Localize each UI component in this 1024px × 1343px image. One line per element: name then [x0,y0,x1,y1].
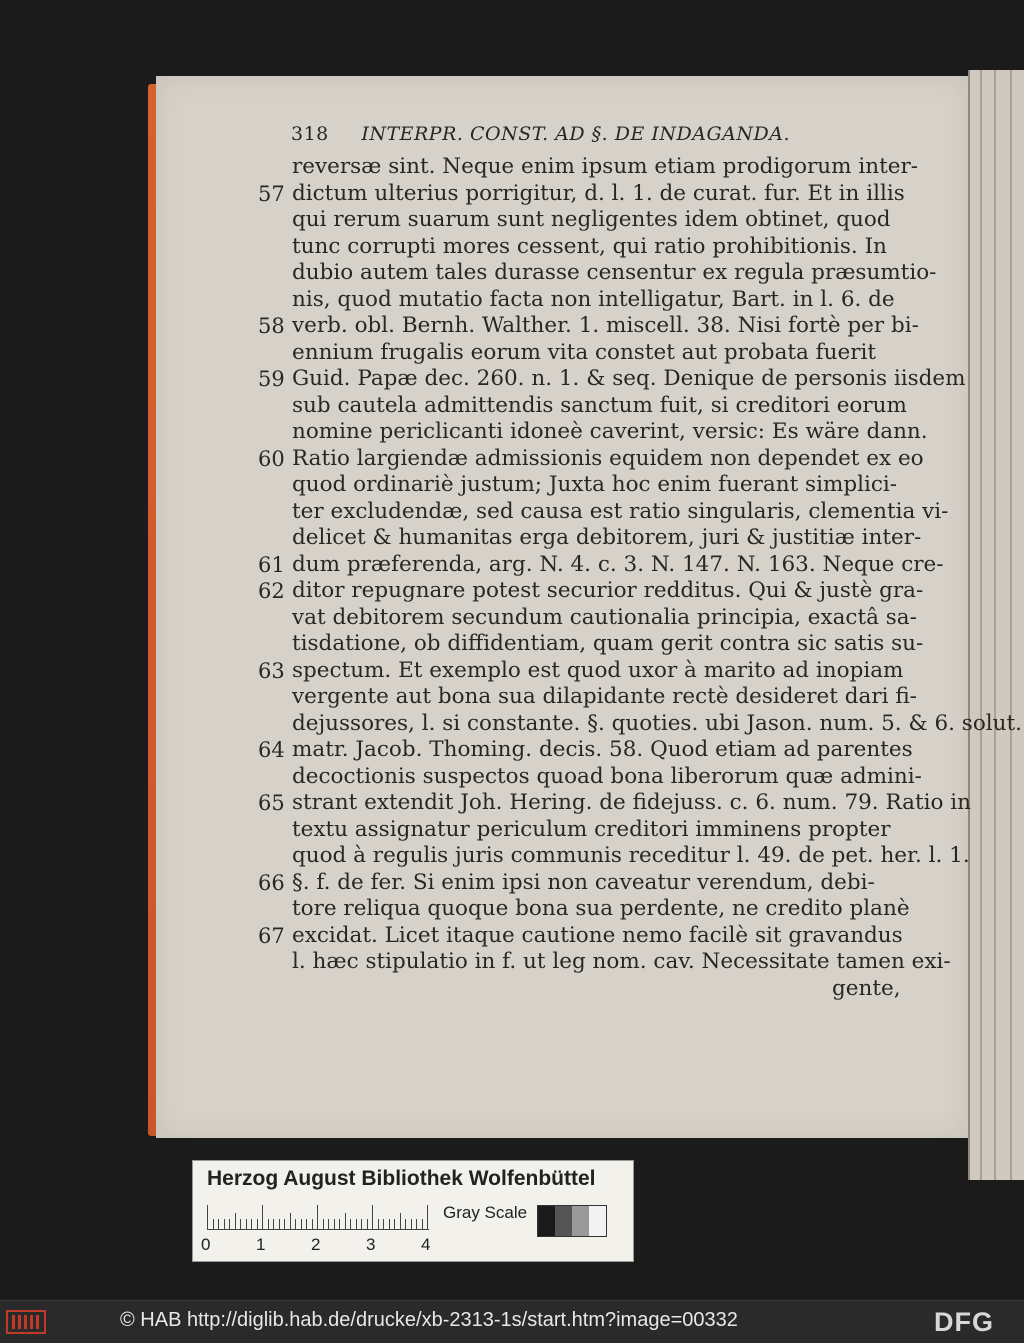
gray-swatch [589,1206,606,1236]
hab-logo-icon[interactable] [6,1309,46,1335]
running-title: INTERPR. CONST. AD §. DE INDAGANDA. [361,123,790,145]
text-line: ter excludendæ, sed causa est ratio singularis, clementia vi- [292,498,949,524]
text-line: excidat. Licet itaque cautione nemo facilè sit gravandus [292,922,903,948]
gray-scale-label: Gray Scale [443,1203,528,1222]
text-line: delicet & humanitas erga debitorem, juri & justitiæ inter- [292,525,922,550]
text-line: quod ordinariè justum; Juxta hoc enim fuerant simplici- [292,472,898,497]
text-line: l. hæc stipulatio in f. ut leg nom. cav. Necessitate tamen exi- [292,949,951,974]
margin-number: 58 [258,314,285,338]
margin-number: 65 [258,791,285,815]
text-line: nis, quod mutatio facta non intelligatur, Bart. in l. 6. de [292,286,895,312]
text-line: dictum ulterius porrigitur, d. l. 1. de curat. fur. Et in illis [292,180,905,206]
text-line: tunc corrupti mores cessent, qui ratio prohibitionis. In [292,233,887,259]
catchword: gente, [832,975,901,1001]
viewer-footer [0,1300,1024,1343]
text-line: dum præferenda, arg. N. 4. c. 3. N. 147. N. 163. Neque cre- [292,551,944,577]
book-page [156,76,1022,1138]
gray-swatch [555,1206,572,1236]
running-head [291,123,790,145]
margin-number: 59 [258,367,285,391]
text-line: ditor repugnare potest securior redditus. Qui & justè gra- [292,578,924,603]
ruler-number: 3 [366,1235,376,1254]
text-line: decoctionis suspectos quoad bona liberorum quæ admini- [292,763,922,789]
text-line: qui rerum suarum sunt negligentes idem obtinet, quod [292,207,891,232]
page-text [156,76,1022,1138]
text-line: strant extendit Joh. Hering. de fidejuss. c. 6. num. 79. Ratio in [292,790,971,815]
text-line: dubio autem tales durasse censentur ex regula præsumtio- [292,260,937,285]
ruler [207,1203,429,1230]
scale-card [192,1160,634,1262]
margin-number: 64 [258,738,285,762]
text-line: vat debitorem secundum cautionalia principia, exactâ sa- [292,604,917,630]
margin-number: 63 [258,658,285,683]
dfg-logo[interactable]: DFG [934,1307,994,1337]
gray-scale-swatches [537,1205,607,1237]
copyright-link[interactable]: © HAB http://diglib.hab.de/drucke/xb-2313-1s/start.htm?image=00332 [120,1309,738,1331]
text-line: tore reliqua quoque bona sua perdente, ne credito planè [292,896,910,921]
gray-swatch [538,1206,555,1236]
text-line: sub cautela admittendis sanctum fuit, si creditori eorum [292,392,907,418]
margin-number: 67 [258,923,285,948]
text-line: verb. obl. Bernh. Walther. 1. miscell. 38. Nisi fortè per bi- [292,313,919,338]
text-line: §. f. de fer. Si enim ipsi non caveatur verendum, debi- [292,869,875,895]
library-name: Herzog August Bibliothek Wolfenbüttel [207,1167,596,1190]
text-line: quod à regulis juris communis receditur l. 49. de pet. her. l. 1. [292,843,970,868]
text-line: reversæ sint. Neque enim ipsum etiam prodigorum inter- [292,154,918,179]
ruler-number: 2 [311,1235,321,1254]
margin-number: 60 [258,446,285,471]
margin-number: 62 [258,579,285,603]
margin-number: 57 [258,181,285,206]
text-line: matr. Jacob. Thoming. decis. 58. Quod etiam ad parentes [292,737,913,762]
text-line: dejussores, l. si constante. §. quoties. ubi Jason. num. 5. & 6. solut. [292,710,1022,736]
margin-number: 61 [258,552,285,577]
margin-number: 66 [258,870,285,895]
text-line: tisdatione, ob diffidentiam, quam gerit contra sic satis su- [292,631,924,656]
text-line: nomine periclicanti idoneè caverint, versic: Es wäre dann. [292,419,928,444]
ruler-number: 4 [421,1235,431,1254]
facing-page-edge [968,70,1024,1180]
text-line: textu assignatur periculum creditori imminens propter [292,816,891,842]
text-line: ennium frugalis eorum vita constet aut probata fuerit [292,339,876,365]
ruler-number: 0 [201,1235,211,1254]
text-line: vergente aut bona sua dilapidante rectè desideret dari fi- [292,684,917,709]
text-line: Ratio largiendæ admissionis equidem non dependet ex eo [292,445,924,471]
page-number: 318 [291,123,329,145]
text-line: Guid. Papæ dec. 260. n. 1. & seq. Denique de personis iisdem [292,366,966,391]
ruler-numbers [201,1235,441,1255]
gray-swatch [572,1206,589,1236]
ruler-number: 1 [256,1235,266,1254]
text-line: spectum. Et exemplo est quod uxor à marito ad inopiam [292,657,904,683]
